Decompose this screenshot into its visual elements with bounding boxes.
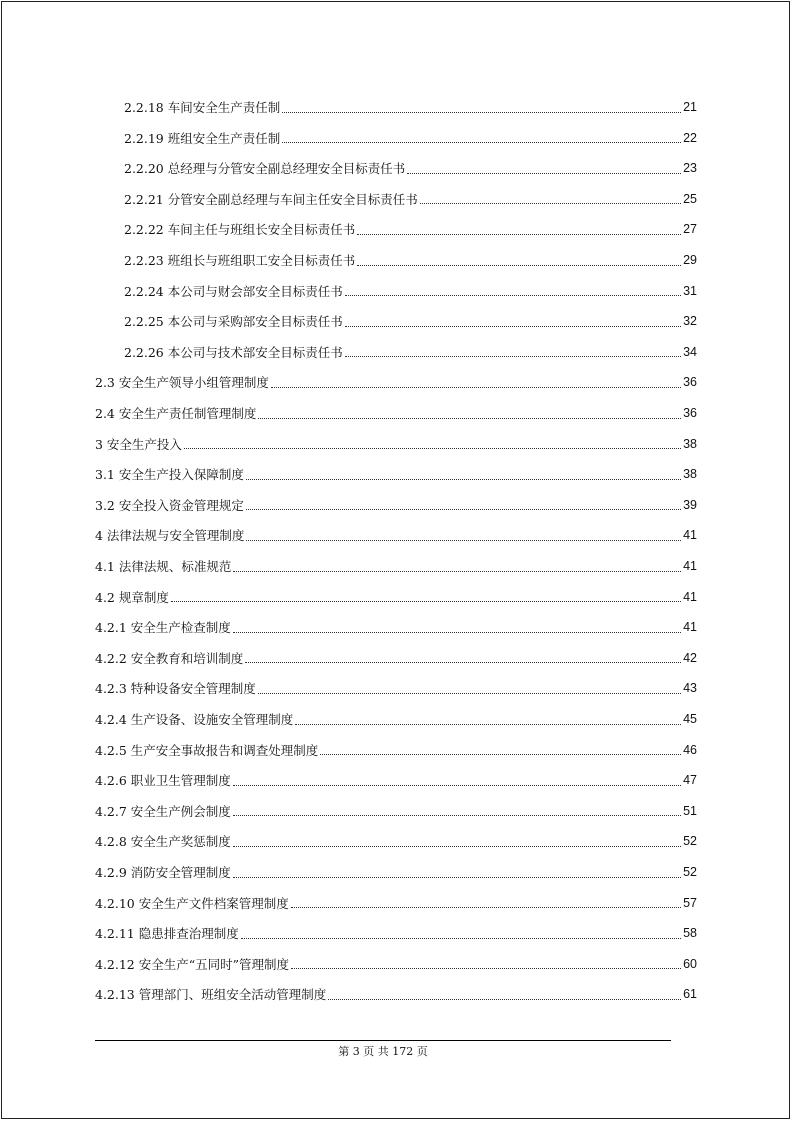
toc-entry[interactable] [95, 740, 697, 760]
toc-entry[interactable] [124, 97, 697, 117]
toc-entry-page: 51 [683, 803, 697, 818]
toc-entry-title: 4.2.11 隐患排查治理制度 [95, 926, 239, 942]
toc-entry-title: 4.2.2 安全教育和培训制度 [95, 650, 244, 666]
toc-entry-page: 60 [683, 956, 697, 971]
toc-entry[interactable] [124, 281, 697, 301]
toc-entry[interactable] [95, 525, 697, 545]
toc-entry[interactable] [95, 372, 697, 392]
dot-leader [233, 571, 681, 572]
toc-entry-page: 34 [683, 344, 697, 359]
toc-entry-page: 52 [683, 834, 697, 849]
dot-leader [320, 754, 681, 755]
toc-entry-page: 25 [683, 191, 697, 206]
dot-leader [345, 326, 681, 327]
toc-entry[interactable] [95, 556, 697, 576]
toc-entry[interactable] [95, 862, 697, 882]
toc-entry-title: 4.2.9 消防安全管理制度 [95, 865, 231, 880]
toc-entry-page: 41 [683, 620, 697, 635]
dot-leader [357, 234, 681, 235]
toc-entry-title: 4.2.1 安全生产检查制度 [95, 620, 231, 636]
toc-entry-page: 32 [683, 314, 697, 329]
toc-entry[interactable] [95, 464, 697, 484]
footer-divider [95, 1040, 671, 1041]
toc-entry-title: 3.2 安全投入资金管理规定 [95, 497, 244, 513]
dot-leader [246, 540, 681, 541]
toc-entry[interactable] [95, 893, 697, 913]
dot-leader [295, 724, 681, 725]
toc-entry-title: 2.4 安全生产责任制管理制度 [95, 406, 257, 421]
toc-entry-title: 2.2.24 本公司与财会部安全目标责任书 [124, 283, 343, 299]
toc-entry[interactable] [124, 250, 697, 270]
toc-entry-page: 21 [683, 100, 697, 114]
toc-entry[interactable] [95, 984, 697, 1004]
dot-leader [291, 907, 681, 908]
dot-leader [345, 356, 681, 357]
toc-entry-title: 4.2.6 职业卫生管理制度 [95, 773, 231, 789]
toc-entry-title: 2.2.26 本公司与技术部安全目标责任书 [124, 344, 343, 360]
toc-entry[interactable] [95, 709, 697, 729]
toc-entry-title: 3 安全生产投入 [95, 436, 182, 452]
dot-leader [258, 693, 681, 694]
toc-entry-title: 2.2.18 车间安全生产责任制 [124, 100, 281, 115]
toc-entry[interactable] [95, 617, 697, 637]
toc-entry-page: 38 [683, 436, 697, 451]
toc-entry[interactable] [95, 434, 697, 454]
dot-leader [357, 265, 681, 266]
dot-leader [241, 938, 681, 939]
toc-entry-title: 3.1 安全生产投入保障制度 [95, 467, 244, 483]
toc-entry[interactable] [95, 678, 697, 698]
toc-entry[interactable] [95, 923, 697, 943]
toc-entry[interactable] [124, 311, 697, 331]
toc-entry[interactable] [95, 403, 697, 423]
toc-entry-title: 2.2.19 班组安全生产责任制 [124, 130, 281, 146]
toc-entry-title: 2.2.25 本公司与采购部安全目标责任书 [124, 314, 343, 330]
toc-entry[interactable] [124, 342, 697, 362]
toc-entry-title: 4.2.4 生产设备、设施安全管理制度 [95, 712, 294, 727]
toc-entry-title: 4.2.10 安全生产文件档案管理制度 [95, 895, 289, 911]
dot-leader [233, 877, 681, 878]
toc-entry-page: 23 [683, 161, 697, 176]
toc-entry-page: 41 [683, 559, 697, 573]
dot-leader [184, 448, 681, 449]
dot-leader [328, 999, 681, 1000]
toc-entry-page: 43 [683, 681, 697, 696]
toc-entry-title: 4.2.13 管理部门、班组安全活动管理制度 [95, 987, 327, 1003]
dot-leader [282, 112, 681, 113]
dot-leader [282, 142, 681, 143]
dot-leader [246, 509, 681, 510]
toc-entry-page: 29 [683, 253, 697, 267]
toc-entry-title: 2.2.21 分管安全副总经理与车间主任安全目标责任书 [124, 191, 418, 207]
toc-entry-title: 4.2.7 安全生产例会制度 [95, 803, 231, 819]
toc-entry-page: 22 [683, 130, 697, 145]
toc-entry[interactable] [124, 219, 697, 239]
toc-entry-title: 2.2.23 班组长与班组职工安全目标责任书 [124, 253, 356, 268]
toc-entry-page: 27 [683, 222, 697, 237]
toc-entry-page: 45 [683, 712, 697, 726]
dot-leader [345, 295, 681, 296]
toc-entry[interactable] [95, 831, 697, 851]
toc-entry-page: 58 [683, 926, 697, 941]
dot-leader [233, 815, 681, 816]
toc-entry-page: 36 [683, 375, 697, 390]
toc-entry-title: 4.2.8 安全生产奖惩制度 [95, 834, 231, 850]
toc-entry[interactable] [95, 587, 697, 607]
toc-entry-page: 57 [683, 895, 697, 910]
toc-entry-title: 4 法律法规与安全管理制度 [95, 528, 245, 544]
toc-entry-title: 4.2 规章制度 [95, 589, 169, 605]
toc-entry[interactable] [95, 648, 697, 668]
toc-entry-page: 41 [683, 528, 697, 543]
toc-entry[interactable] [124, 128, 697, 148]
toc-entry[interactable] [95, 770, 697, 790]
toc-entry-title: 4.2.3 特种设备安全管理制度 [95, 681, 256, 697]
toc-entry-page: 52 [683, 865, 697, 879]
dot-leader [233, 846, 681, 847]
dot-leader [171, 601, 681, 602]
toc-entry-title: 4.2.12 安全生产“五同时”管理制度 [95, 956, 290, 972]
dot-leader [271, 387, 681, 388]
toc-entry-title: 2.2.20 总经理与分管安全副总经理安全目标责任书 [124, 161, 406, 177]
toc-entry-title: 2.3 安全生产领导小组管理制度 [95, 375, 269, 391]
dot-leader [245, 662, 681, 663]
dot-leader [407, 173, 681, 174]
toc-entry[interactable] [95, 954, 697, 974]
toc-entry-page: 47 [683, 773, 697, 788]
dot-leader [258, 418, 681, 419]
toc-entry-page: 46 [683, 742, 697, 757]
toc-entry-title: 4.1 法律法规、标准规范 [95, 559, 232, 574]
dot-leader [233, 632, 681, 633]
toc-entry-page: 41 [683, 589, 697, 604]
dot-leader [291, 968, 681, 969]
toc-entry[interactable] [95, 495, 697, 515]
toc-entry-title: 2.2.22 车间主任与班组长安全目标责任书 [124, 222, 356, 238]
toc-entry-page: 39 [683, 497, 697, 512]
toc-entry-page: 38 [683, 467, 697, 482]
toc-entry-title: 4.2.5 生产安全事故报告和调查处理制度 [95, 742, 319, 758]
dot-leader [420, 203, 681, 204]
toc-entry[interactable] [124, 189, 697, 209]
toc-entry-page: 61 [683, 987, 697, 1002]
page-number-footer: 第 3 页 共 172 页 [338, 1045, 428, 1058]
toc-entry-page: 31 [683, 283, 697, 298]
toc-entry-page: 36 [683, 406, 697, 420]
dot-leader [246, 479, 681, 480]
toc-entry[interactable] [124, 158, 697, 178]
dot-leader [233, 785, 681, 786]
toc-entry[interactable] [95, 801, 697, 821]
toc-entry-page: 42 [683, 650, 697, 665]
